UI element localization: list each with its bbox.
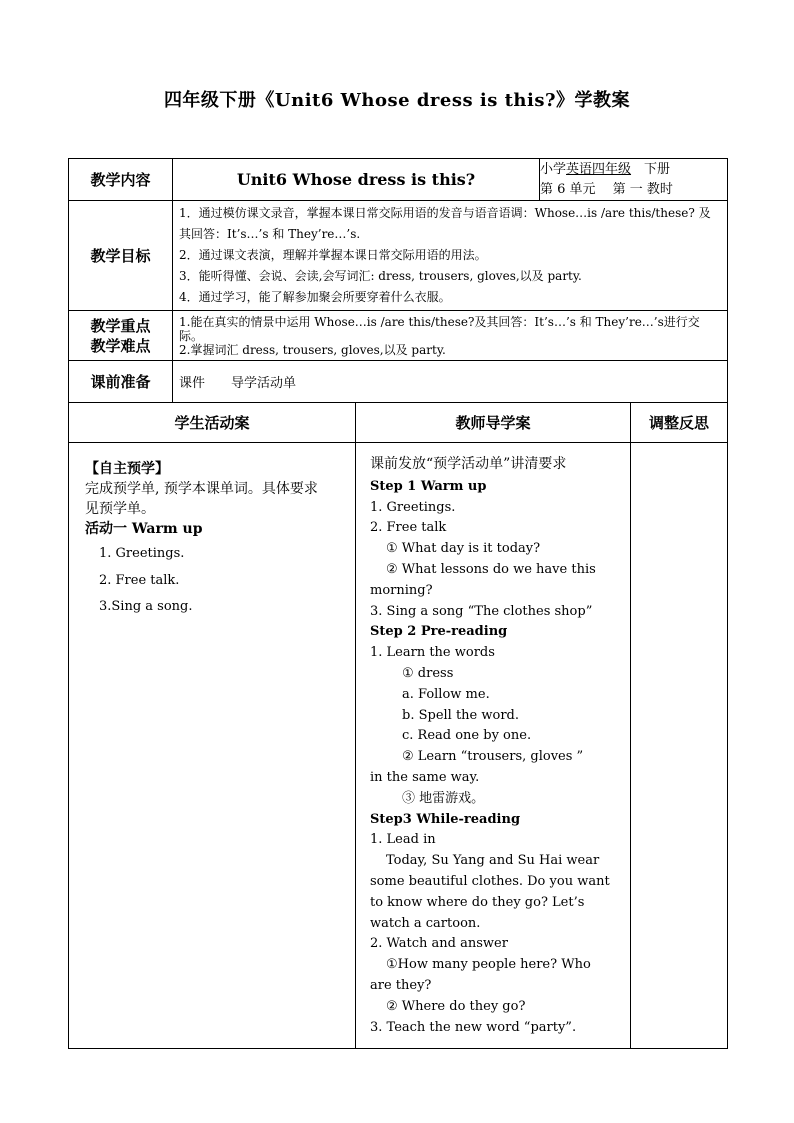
teacher-plan-lines <box>370 454 622 1038</box>
objective-item: 2．通过课文表演，理解并掌握本课日常交际用语的用法。 <box>179 248 487 262</box>
teacher-plan-line: watch a cartoon. <box>370 915 481 931</box>
teacher-plan-line: b. Spell the word. <box>402 707 519 723</box>
subject-title: Unit6 Whose dress is this? <box>173 159 540 201</box>
teacher-plan-line: some beautiful clothes. Do you want <box>370 873 610 889</box>
teacher-plan-line: are they? <box>370 977 432 993</box>
teacher-plan-line: ① dress <box>402 665 454 681</box>
teacher-plan-line: 1. Learn the words <box>370 645 495 661</box>
list-item: 2. Free talk. <box>99 572 180 588</box>
teacher-plan-line: 课前发放“预学活动单”讲清要求 <box>370 456 567 472</box>
unit-info-line2: 第 6 单元 第 一 教时 <box>540 181 673 197</box>
student-plan-header: 学生活动案 <box>69 403 356 443</box>
teacher-plan-line: morning? <box>370 582 433 598</box>
teacher-plan-line: c. Read one by one. <box>402 728 532 744</box>
teacher-plan-header: 教师导学案 <box>356 403 631 443</box>
column-headers <box>69 403 728 443</box>
student-intro-line: 完成预学单, 预学本课单词。具体要求 <box>85 481 318 497</box>
unit-info <box>540 159 728 201</box>
activity-title: 活动一 Warm up <box>85 521 203 537</box>
objective-item: 3．能听得懂、会说、会读,会写词汇: dress, trousers, gloves,以及 party. <box>179 269 582 283</box>
teacher-plan-line: in the same way. <box>370 769 480 785</box>
teacher-plan-line: ② Learn “trousers, gloves ” <box>402 749 584 765</box>
teacher-plan-line: 1. Greetings. <box>370 499 456 515</box>
term-label: 下册 <box>644 161 671 177</box>
teacher-plan <box>356 443 631 1049</box>
objectives-label: 教学目标 <box>69 201 173 311</box>
lesson-plan-table <box>68 158 728 1049</box>
teacher-plan-line: ② What lessons do we have this <box>386 561 596 577</box>
key-point-item: 1.能在真实的情景中运用 Whose…is /are this/these?及其回答：It’s…’s 和 They’re…’s进行交际。 <box>179 314 700 343</box>
reflection-header: 调整反思 <box>631 403 728 443</box>
prep-row <box>69 361 728 403</box>
student-plan <box>69 443 356 1049</box>
page-title: 四年级下册《Unit6 Whose dress is this?》学教案 <box>163 90 631 111</box>
teacher-plan-line: 3. Teach the new word “party”. <box>370 1019 577 1035</box>
teacher-plan-line: 1. Lead in <box>370 832 436 848</box>
plan-body-row <box>69 443 728 1049</box>
teacher-plan-line: 3. Sing a song “The clothes shop” <box>370 603 593 619</box>
content-label: 教学内容 <box>69 159 173 201</box>
teacher-plan-line: a. Follow me. <box>402 686 490 702</box>
objective-item: 4．通过学习，能了解参加聚会所要穿着什么衣服。 <box>179 290 451 304</box>
teacher-plan-line: 2. Watch and answer <box>370 936 508 952</box>
prep-value: 课件 导学活动单 <box>173 361 728 403</box>
objectives-content <box>173 201 728 311</box>
key-point-label: 教学重点 <box>90 316 151 335</box>
key-points-content <box>173 311 728 361</box>
content-row <box>69 159 728 201</box>
teacher-plan-line: ① What day is it today? <box>386 541 541 557</box>
list-item: 3.Sing a song. <box>99 599 193 614</box>
difficulty-label: 教学难点 <box>90 336 151 355</box>
key-point-item: 2.掌握词汇 dress, trousers, gloves,以及 party. <box>179 342 446 357</box>
step-heading: Step3 While-reading <box>370 811 521 827</box>
student-intro-line: 见预学单。 <box>85 501 155 517</box>
reflection-column <box>631 443 728 1049</box>
prep-label: 课前准备 <box>69 361 173 403</box>
grade-subject: 英语四年级 <box>566 161 632 177</box>
self-study-heading: 【自主预学】 <box>85 461 169 477</box>
teacher-plan-line: Today, Su Yang and Su Hai wear <box>386 853 600 869</box>
teacher-plan-line: to know where do they go? Let’s <box>370 894 585 910</box>
step-heading: Step 1 Warm up <box>370 478 487 494</box>
unit-info-line1: 小学英语四年级 下册 <box>540 161 671 177</box>
objective-item: 1．通过模仿课文录音，掌握本课日常交际用语的发音与语音语调：Whose…is /are this/these? 及其回答：It’s…’s 和 They’re…’s. <box>179 206 711 241</box>
teacher-plan-line: ③ 地雷游戏。 <box>402 790 485 806</box>
teacher-plan-line: ② Where do they go? <box>386 998 526 1014</box>
list-item: 1. Greetings. <box>99 546 185 561</box>
teacher-plan-line: ①How many people here? Who <box>386 957 591 973</box>
key-points-row <box>69 311 728 361</box>
objectives-row <box>69 201 728 311</box>
step-heading: Step 2 Pre-reading <box>370 624 508 640</box>
student-activity-list <box>85 541 345 621</box>
teacher-plan-line: 2. Free talk <box>370 520 447 536</box>
key-points-label <box>69 311 173 361</box>
